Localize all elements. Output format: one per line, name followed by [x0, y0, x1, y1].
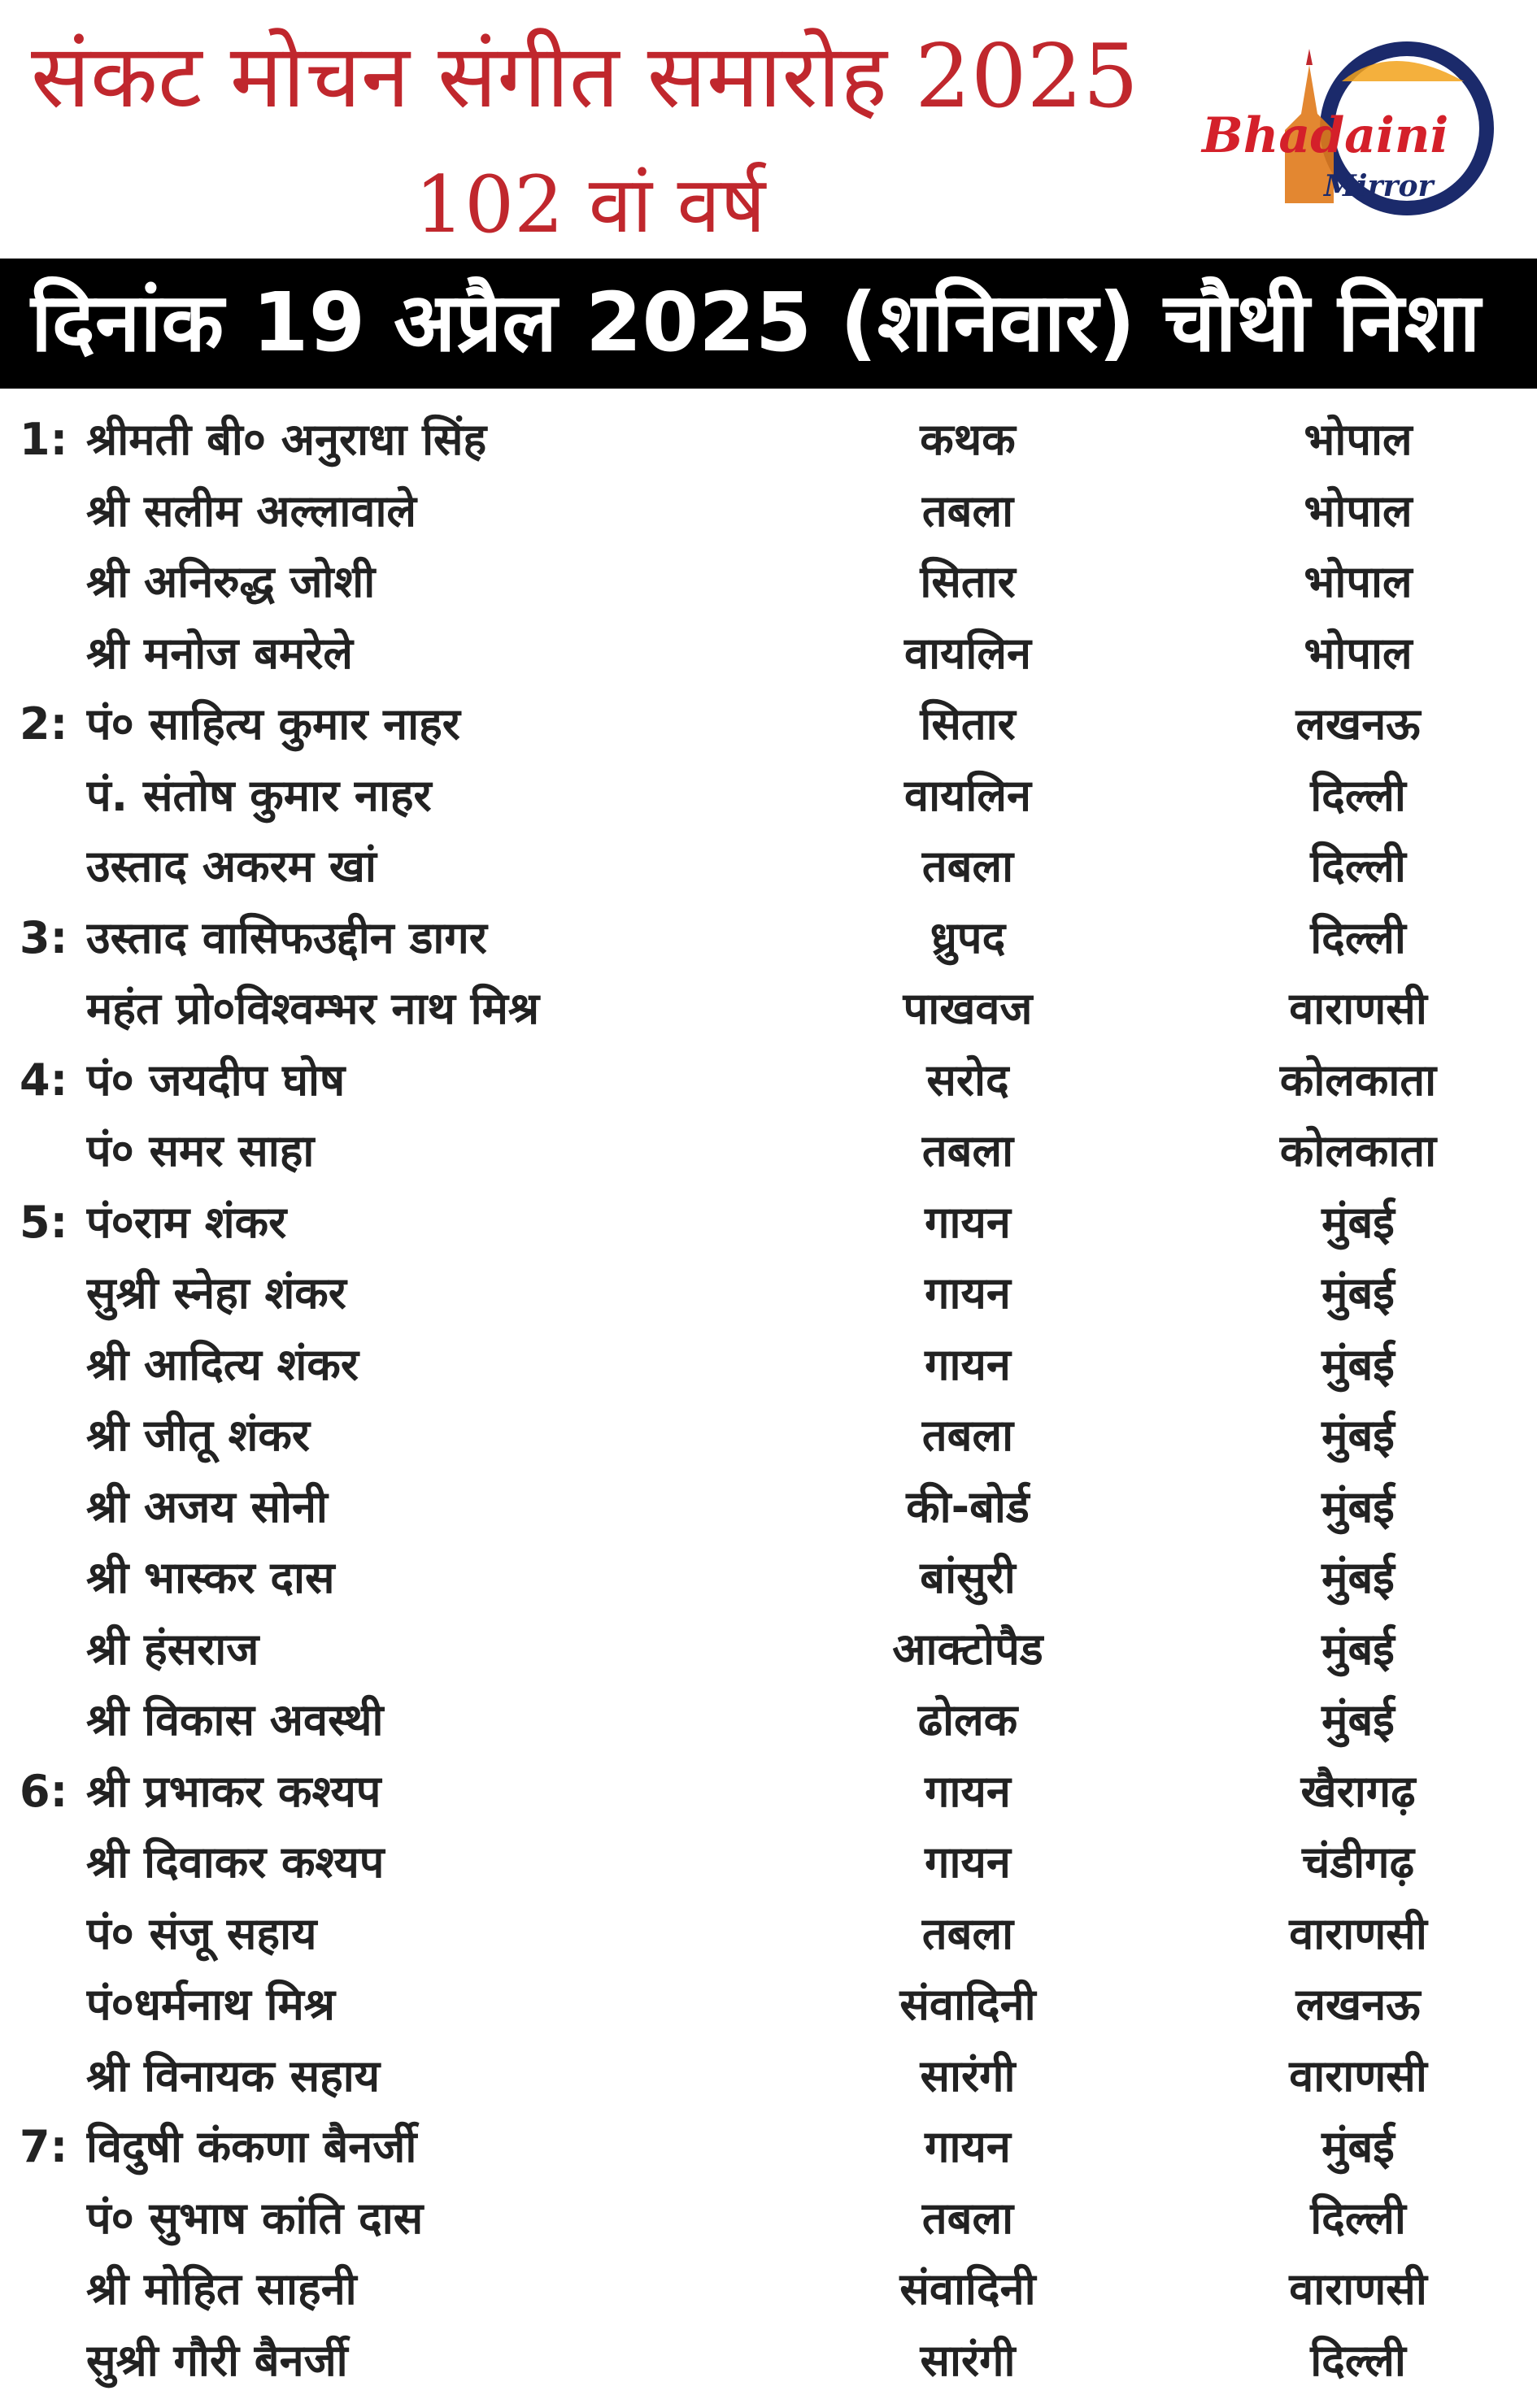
artist-name: पं० समर साहा [86, 1125, 315, 1176]
art-form: गायन [925, 1338, 1011, 1390]
list-item [0, 1685, 1537, 1755]
art-form: सरोद [926, 1054, 1009, 1106]
list-item [0, 2041, 1537, 2111]
list-item [0, 1116, 1537, 1186]
artist-name: श्री मोहित साहनी [86, 2263, 357, 2315]
artist-name: श्री हंसराज [86, 1623, 259, 1675]
header [0, 0, 1537, 259]
list-item [0, 761, 1537, 831]
city: वाराणसी [1289, 2263, 1427, 2315]
artist-name: विदुषी कंकणा बैनर्जी [86, 2121, 417, 2172]
list-item [0, 1045, 1537, 1115]
list-item [0, 903, 1537, 973]
list-item [0, 1828, 1537, 1897]
page-title: संकट मोचन संगीत समारोह 2025 [31, 26, 1139, 128]
list-item [0, 1970, 1537, 2040]
list-item [0, 1615, 1537, 1684]
art-form: आक्टोपैड [892, 1623, 1043, 1675]
art-form: गायन [925, 1836, 1011, 1888]
city: मुंबई [1321, 1196, 1395, 1248]
city: भोपाल [1304, 627, 1413, 679]
item-number: 5: [20, 1196, 68, 1248]
city: कोलकाता [1279, 1125, 1437, 1176]
art-form: गायन [925, 1267, 1011, 1319]
item-number: 3: [20, 911, 68, 963]
art-form: ध्रुपद [930, 911, 1006, 963]
art-form: ढोलक [917, 1694, 1018, 1745]
item-number: 7: [20, 2121, 68, 2172]
artist-name: श्री प्रभाकर कश्यप [86, 1765, 381, 1817]
art-form: वायलिन [904, 627, 1031, 679]
city: मुंबई [1321, 1338, 1395, 1390]
list-item [0, 1543, 1537, 1613]
city: भोपाल [1304, 556, 1413, 607]
city: मुंबई [1321, 2121, 1395, 2172]
city: मुंबई [1321, 1410, 1395, 1461]
list-item [0, 1401, 1537, 1471]
art-form: की-बोर्ड [906, 1480, 1030, 1532]
city: दिल्ली [1310, 2334, 1406, 2386]
city: लखनऊ [1295, 1979, 1421, 2030]
list-item [0, 1757, 1537, 1827]
art-form: गायन [925, 2121, 1011, 2172]
art-form: सितार [920, 556, 1016, 607]
art-form: वायलिन [904, 769, 1031, 821]
art-form: तबला [921, 1410, 1014, 1461]
list-item [0, 974, 1537, 1044]
artist-name: पं. संतोष कुमार नाहर [86, 769, 432, 821]
list-item [0, 1472, 1537, 1542]
city: खैरागढ़ [1300, 1765, 1416, 1817]
city: मुंबई [1321, 1694, 1395, 1745]
artist-name: उस्ताद वासिफउद्दीन डागर [86, 911, 487, 963]
artist-name: पं० सुभाष कांति दास [86, 2192, 424, 2244]
list-item [0, 689, 1537, 759]
city: मुंबई [1321, 1552, 1395, 1603]
artist-name: श्री जीतू शंकर [86, 1410, 310, 1461]
city: वाराणसी [1289, 1907, 1427, 1959]
list-item [0, 2184, 1537, 2254]
brand-logo [1187, 33, 1496, 220]
list-item [0, 2254, 1537, 2324]
artist-name: श्री अनिरुद्ध जोशी [86, 556, 376, 607]
city: भोपाल [1304, 485, 1413, 537]
artist-name: महंत प्रो०विश्वम्भर नाथ मिश्र [86, 983, 540, 1034]
city: दिल्ली [1310, 769, 1406, 821]
list-item [0, 2112, 1537, 2182]
artist-name: श्री विकास अवस्थी [86, 1694, 384, 1745]
art-form: तबला [921, 485, 1014, 537]
list-item [0, 2326, 1537, 2396]
list-item [0, 1330, 1537, 1400]
artist-name: श्री सलीम अल्लावाले [86, 485, 417, 537]
list-item [0, 832, 1537, 902]
artist-name: श्री मनोज बमरेले [86, 627, 353, 679]
art-form: गायन [925, 1765, 1011, 1817]
artist-name: श्री विनायक सहाय [86, 2049, 381, 2102]
logo-sub-text: Mirror [1324, 169, 1434, 203]
list-item [0, 405, 1537, 475]
item-number: 4: [20, 1054, 68, 1106]
art-form: कथक [920, 414, 1016, 465]
city: दिल्ली [1310, 841, 1406, 892]
artist-name: उस्ताद अकरम खां [86, 841, 377, 892]
art-form: तबला [921, 2192, 1014, 2244]
artist-name: श्री दिवाकर कश्यप [86, 1836, 385, 1888]
artist-name: सुश्री गौरी बैनर्जी [86, 2334, 348, 2386]
city: चंडीगढ़ [1302, 1836, 1414, 1888]
art-form: तबला [921, 1125, 1014, 1176]
list-item [0, 547, 1537, 617]
city: मुंबई [1321, 1267, 1395, 1319]
artist-name: श्री आदित्य शंकर [86, 1338, 359, 1390]
art-form: तबला [921, 841, 1014, 892]
art-form: बांसुरी [920, 1552, 1016, 1603]
city: कोलकाता [1279, 1054, 1437, 1106]
list-item [0, 619, 1537, 689]
artist-name: पं०राम शंकर [86, 1196, 287, 1248]
item-number: 6: [20, 1765, 68, 1817]
artist-name: श्रीमती बी० अनुराधा सिंह [86, 414, 487, 465]
artist-name: पं० संजू सहाय [86, 1907, 317, 1959]
artist-name: पं०धर्मनाथ मिश्र [86, 1979, 336, 2030]
list-item [0, 476, 1537, 546]
art-form: तबला [921, 1907, 1014, 1959]
date-banner [0, 259, 1537, 389]
artist-name: सुश्री स्नेहा शंकर [86, 1267, 346, 1319]
list-item [0, 1899, 1537, 1969]
art-form: पाखवज [903, 983, 1033, 1034]
list-item [0, 1258, 1537, 1328]
city: मुंबई [1321, 1623, 1395, 1675]
city: दिल्ली [1310, 2192, 1406, 2244]
art-form: सारंगी [920, 2049, 1016, 2102]
art-form: संवादिनी [899, 2263, 1036, 2315]
city: दिल्ली [1310, 911, 1406, 963]
art-form: गायन [925, 1196, 1011, 1248]
date-banner-text: दिनांक 19 अप्रैल 2025 (शनिवार) चौथी निशा [31, 275, 1481, 370]
logo-brand-text: Bhadaini [1202, 107, 1449, 164]
city: मुंबई [1321, 1480, 1395, 1532]
item-number: 1: [20, 414, 68, 465]
city: वाराणसी [1289, 983, 1427, 1034]
art-form: संवादिनी [899, 1979, 1036, 2030]
city: भोपाल [1304, 414, 1413, 465]
page-subtitle: 102 वां वर्ष [415, 159, 766, 250]
city: लखनऊ [1295, 698, 1421, 750]
artist-name: श्री अजय सोनी [86, 1480, 328, 1532]
city: वाराणसी [1289, 2049, 1427, 2102]
artist-name: पं० साहित्य कुमार नाहर [86, 698, 460, 750]
item-number: 2: [20, 698, 68, 750]
artist-name: श्री भास्कर दास [86, 1552, 335, 1603]
list-item [0, 1188, 1537, 1258]
art-form: सितार [920, 698, 1016, 750]
artist-name: पं० जयदीप घोष [86, 1054, 346, 1106]
art-form: सारंगी [920, 2334, 1016, 2386]
